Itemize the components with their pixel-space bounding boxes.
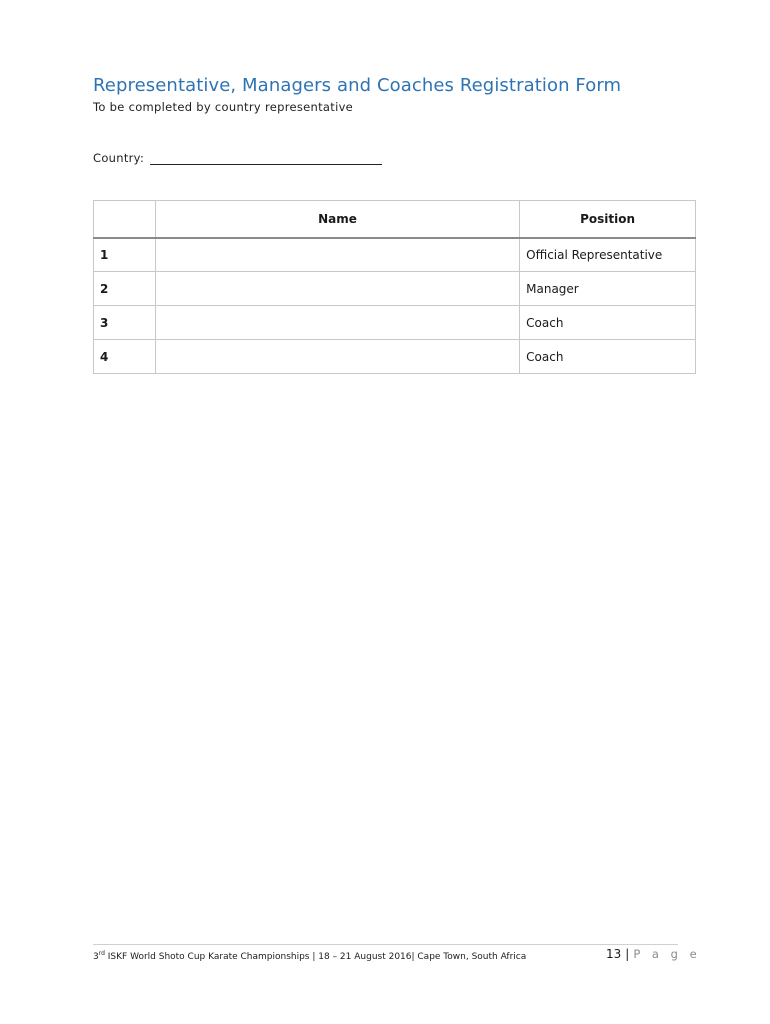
footer-page-indicator bbox=[606, 947, 701, 961]
table-row bbox=[94, 238, 696, 272]
country-field-row bbox=[93, 150, 382, 165]
position-cell: Coach bbox=[520, 340, 696, 374]
registration-table bbox=[93, 200, 696, 374]
country-label: Country: bbox=[93, 151, 145, 165]
position-cell: Manager bbox=[520, 272, 696, 306]
table-row bbox=[94, 340, 696, 374]
header-number bbox=[94, 201, 156, 238]
row-number: 2 bbox=[94, 272, 156, 306]
header-name: Name bbox=[155, 201, 519, 238]
table-row bbox=[94, 306, 696, 340]
footer-event-text bbox=[93, 950, 526, 962]
table-row bbox=[94, 272, 696, 306]
table-header-row bbox=[94, 201, 696, 238]
country-input-line[interactable] bbox=[150, 150, 382, 165]
footer-ordinal: 3 bbox=[93, 952, 99, 962]
header-position: Position bbox=[520, 201, 696, 238]
row-number: 3 bbox=[94, 306, 156, 340]
name-cell[interactable] bbox=[155, 238, 519, 272]
row-number: 1 bbox=[94, 238, 156, 272]
footer-ordinal-suffix: rd bbox=[98, 950, 105, 957]
row-number: 4 bbox=[94, 340, 156, 374]
name-cell[interactable] bbox=[155, 340, 519, 374]
footer-event-description: ISKF World Shoto Cup Karate Championships | 18 – 21 August 2016| Cape Town, South Africa bbox=[104, 952, 527, 962]
page-subtitle: To be completed by country representative bbox=[93, 100, 354, 114]
name-cell[interactable] bbox=[155, 272, 519, 306]
footer-divider bbox=[93, 944, 678, 945]
position-cell: Official Representative bbox=[520, 238, 696, 272]
page-separator: | bbox=[625, 947, 630, 961]
name-cell[interactable] bbox=[155, 306, 519, 340]
page-title: Representative, Managers and Coaches Registration Form bbox=[93, 75, 622, 96]
page-label: P a g e bbox=[633, 947, 701, 961]
page-number: 13 bbox=[606, 947, 622, 961]
position-cell: Coach bbox=[520, 306, 696, 340]
